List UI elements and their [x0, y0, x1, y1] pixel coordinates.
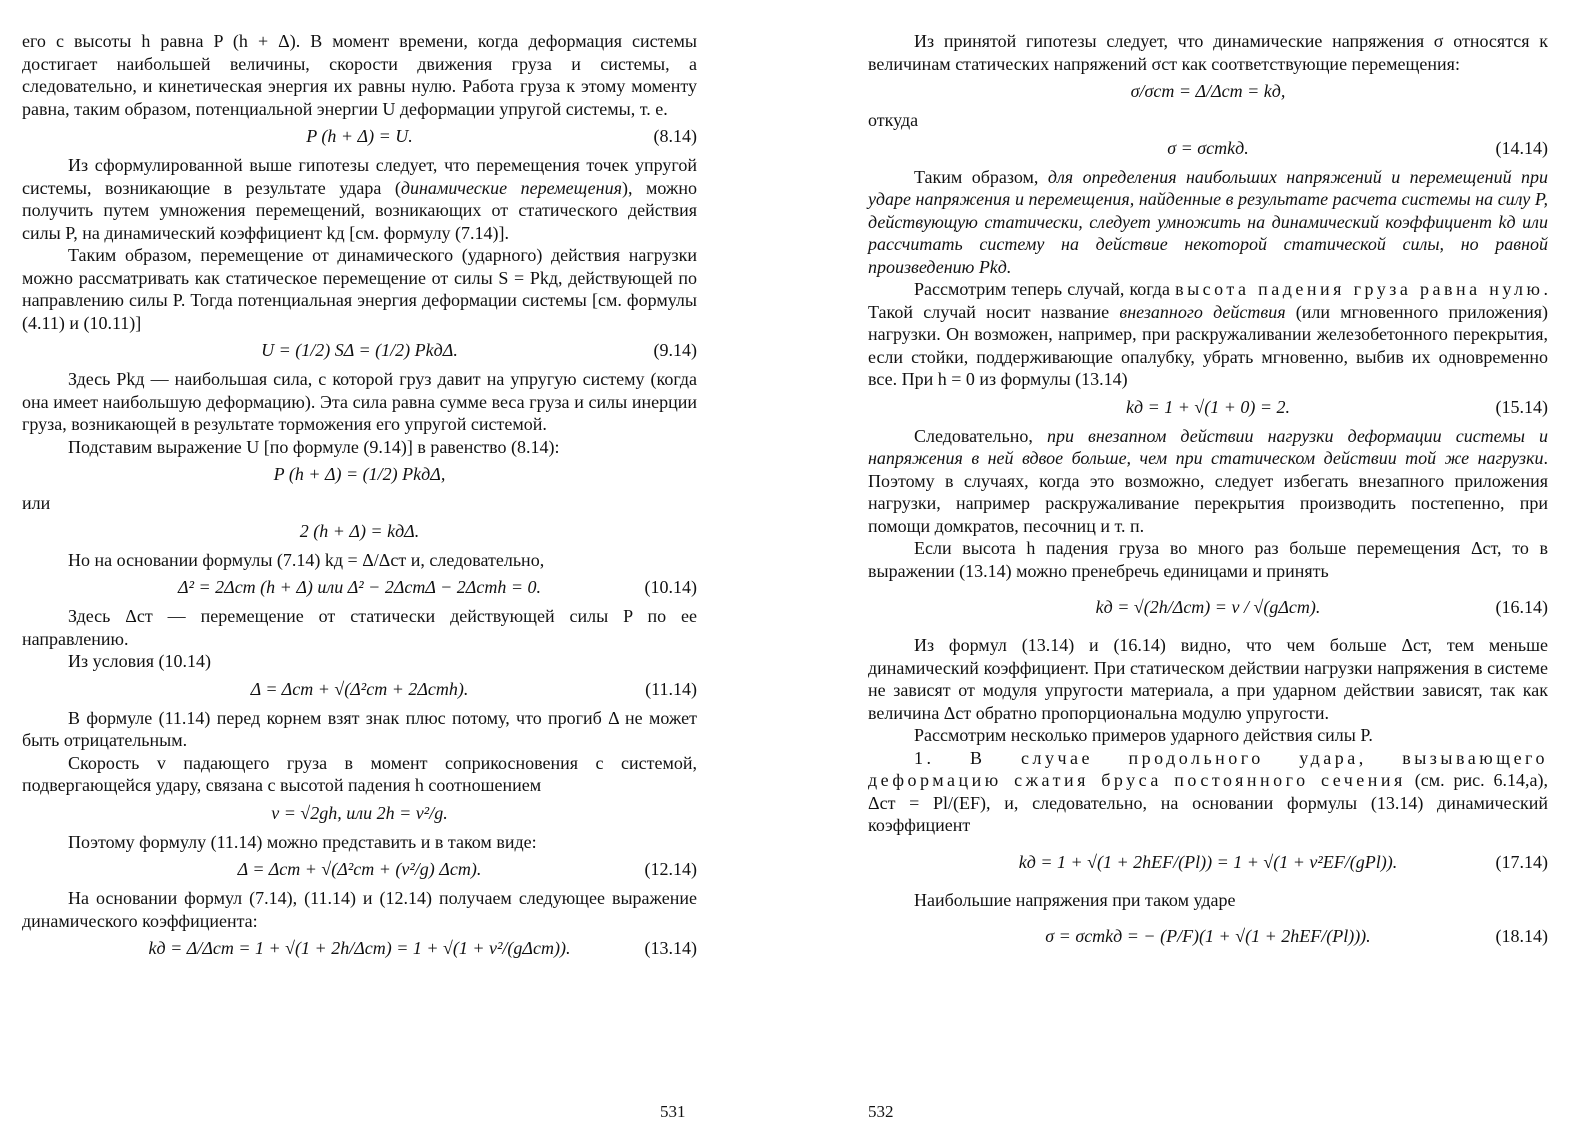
- text-run: . Поэтому в случаях, когда это возможно, следует избегать внезапного приложения нагрузки, например раскружаливание перекрытия производить постепенно, при помощи домкратов, песочниц и т. п.: [868, 448, 1548, 536]
- page-number: 532: [868, 1102, 894, 1121]
- formula: [22, 799, 697, 827]
- formula-text: v = √2gh, или 2h = v²/g.: [271, 802, 448, 823]
- paragraph: Здесь Δст — перемещение от статически действующей силы P по ее направлению.: [22, 606, 697, 649]
- formula-number: (10.14): [644, 577, 697, 597]
- spaced-run: 1. В случае продольного удара, вызывающего деформацию сжатия бруса постоянного сечения: [868, 747, 1548, 790]
- formula-number: (16.14): [1495, 597, 1548, 617]
- text-run: (или мгновенного приложения) нагрузки. Он возможен, например, при раскружаливании железобетонного перекрытия, если стойки, поддерживающие опалубку, убрать мгновенно, выбив их одновременно все. При h = 0 из формулы (13.14): [868, 301, 1549, 389]
- formula-text: σ = σстkд = − (P/F)(1 + √(1 + 2hEF/(Pl))).: [1045, 926, 1371, 946]
- formula-number: (17.14): [1495, 851, 1548, 872]
- formula-text: σ/σст = Δ/Δст = kд,: [1130, 81, 1286, 101]
- formula-15-14: [868, 393, 1548, 421]
- paragraph: Наибольшие напряжения при таком ударе: [914, 889, 1236, 910]
- paragraph: Рассмотрим несколько примеров ударного действия силы P.: [914, 725, 1373, 745]
- paragraph: Из формул (13.14) и (16.14) видно, что чем больше Δст, тем меньше динамический коэффициент. При статическом действии нагрузки напряжения в системе не зависят от модуля упругости материала, а при ударном действии зависят, так как величина Δст обратно пропорциональна модулю упругости.: [868, 635, 1548, 723]
- paragraph: Из принятой гипотезы следует, что динамические напряжения σ относятся к величинам статических напряжений σст как соответствующие перемещения:: [868, 31, 1548, 74]
- formula-number: (18.14): [1495, 926, 1548, 946]
- formula-number: (8.14): [653, 126, 697, 146]
- formula-14-14: [868, 134, 1548, 162]
- formula-number: (15.14): [1495, 396, 1548, 417]
- formula-9-14: [22, 336, 697, 364]
- paragraph: Из условия (10.14): [68, 651, 211, 671]
- formula-number: (13.14): [644, 938, 697, 958]
- page-number: 531: [660, 1102, 686, 1121]
- paragraph: откуда: [868, 110, 919, 130]
- text-run: Рассмотрим теперь случай, когда: [914, 279, 1176, 299]
- formula-16-14: [868, 584, 1548, 630]
- paragraph: [868, 747, 1548, 837]
- formula-18-14: [868, 913, 1548, 959]
- text-run: ), можно получить путем умножения перемещений, возникающих от статического действия силы P, на динамический коэффициент kд [см. формулу (7.14)].: [22, 177, 697, 243]
- paragraph: Скорость v падающего груза в момент соприкосновения с системой, подвергающейся удару, связана с высотой падения h соотношением: [22, 752, 697, 795]
- formula-text: Δ = Δст + √(Δ²ст + 2Δстh).: [250, 678, 469, 699]
- right-page: [868, 30, 1548, 963]
- text-run: Из сформулированной выше гипотезы следует, что перемещения точек упругой системы, возникающие в результате удара (: [22, 155, 697, 198]
- paragraph: Подставим выражение U [по формуле (9.14)] в равенство (8.14):: [68, 436, 560, 457]
- formula: [868, 77, 1548, 105]
- formula: [22, 460, 697, 488]
- formula-text: kд = Δ/Δст = 1 + √(1 + 2h/Δст) = 1 + √(1 + v²/(gΔст)).: [148, 938, 571, 958]
- italic-run: для определения наибольших напряжений и перемещений при ударе напряжения и перемещения, найденные в результате расчета системы на силу P, действующую статически, следует умножить на динамический коэффициент kд или рассчитать систему на действие некоторой статической силы, но равной произведению Pkд.: [868, 166, 1548, 277]
- formula-12-14: [22, 855, 697, 883]
- paragraph: В формуле (11.14) перед корнем взят знак плюс потому, что прогиб Δ не может быть отрицательным.: [22, 707, 697, 750]
- paragraph: или: [22, 493, 51, 513]
- text-run: (см. рис. 6.14,а), Δст = Pl/(EF), и, следовательно, на основании формулы (13.14) динамический коэффициент: [868, 770, 1548, 835]
- formula-text: P (h + Δ) = (1/2) PkдΔ,: [273, 464, 446, 484]
- formula-number: (12.14): [644, 859, 697, 879]
- paragraph: На основании формул (7.14), (11.14) и (12.14) получаем следующее выражение динамического коэффициента:: [22, 888, 697, 931]
- paragraph: Если высота h падения груза во много раз больше перемещения Δст, то в выражении (13.14) можно пренебречь единицами и принять: [868, 538, 1548, 581]
- formula: [22, 517, 697, 545]
- formula-13-14: [22, 934, 697, 962]
- formula-text: kд = 1 + √(1 + 0) = 2.: [1125, 396, 1291, 417]
- formula-8-14: [22, 122, 697, 150]
- paragraph: [22, 154, 697, 244]
- paragraph: [868, 278, 1548, 391]
- formula-text: σ = σстkд.: [1167, 137, 1249, 158]
- formula-text: Δ = Δст + √(Δ²ст + (v²/g) Δст).: [237, 859, 482, 879]
- formula-text: kд = 1 + √(1 + 2hEF/(Pl)) = 1 + √(1 + v²EF/(gPl)).: [1018, 851, 1398, 872]
- italic-run: при внезапном действии нагрузки деформации системы и напряжения в ней вдвое больше, чем при статическом действии той же нагрузки: [868, 425, 1548, 468]
- spaced-run: высота падения груза равна нулю: [1175, 279, 1544, 299]
- formula-number: (14.14): [1495, 137, 1548, 158]
- left-page: [22, 30, 697, 966]
- paragraph: Но на основании формулы (7.14) kд = Δ/Δст и, следовательно,: [68, 549, 545, 570]
- formula-text: P (h + Δ) = U.: [306, 126, 413, 146]
- paragraph: Поэтому формулу (11.14) можно представить и в таком виде:: [68, 831, 537, 852]
- formula-number: (11.14): [645, 678, 697, 699]
- text-run: Таким образом,: [914, 166, 1048, 187]
- formula-number: (9.14): [653, 340, 697, 360]
- paragraph: [868, 166, 1548, 279]
- paragraph: [868, 425, 1548, 538]
- paragraph: Здесь Pkд — наибольшая сила, с которой груз давит на упругую систему (когда она имеет наибольшую деформацию). Эта сила равна сумме веса груза и силы инерции груза, возникающей в результате торможения его упругой системой.: [22, 369, 697, 434]
- paragraph: его с высоты h равна P (h + Δ). В момент времени, когда деформация системы достигает наибольшей величины, скорости движения груза и системы, а следовательно, и кинетическая энергия их равны нулю. Работа груза к этому моменту равна, таким образом, потенциальной энергии U деформации упругой системы, т. е.: [22, 31, 697, 119]
- italic-run: динамические перемещения: [400, 177, 622, 198]
- formula-10-14: [22, 573, 697, 601]
- formula-17-14: [868, 839, 1548, 885]
- formula-text: U = (1/2) SΔ = (1/2) PkдΔ.: [261, 340, 458, 360]
- text-run: . Такой случай носит название: [868, 279, 1548, 322]
- italic-run: внезапного действия: [1119, 301, 1286, 322]
- paragraph: Таким образом, перемещение от динамического (ударного) действия нагрузки можно рассматривать как статическое перемещение от силы S = Pkд, действующей по направлению силы P. Тогда потенциальная энергия деформации системы [см. формулы (4.11) и (10.11)]: [22, 245, 697, 333]
- formula-text: 2 (h + Δ) = kдΔ.: [299, 520, 420, 541]
- formula-11-14: [22, 675, 697, 703]
- text-run: Следовательно,: [914, 425, 1047, 446]
- formula-text: kд = √(2h/Δст) = v / √(gΔст).: [1095, 597, 1321, 617]
- formula-text: Δ² = 2Δст (h + Δ) или Δ² − 2ΔстΔ − 2Δстh = 0.: [178, 577, 541, 597]
